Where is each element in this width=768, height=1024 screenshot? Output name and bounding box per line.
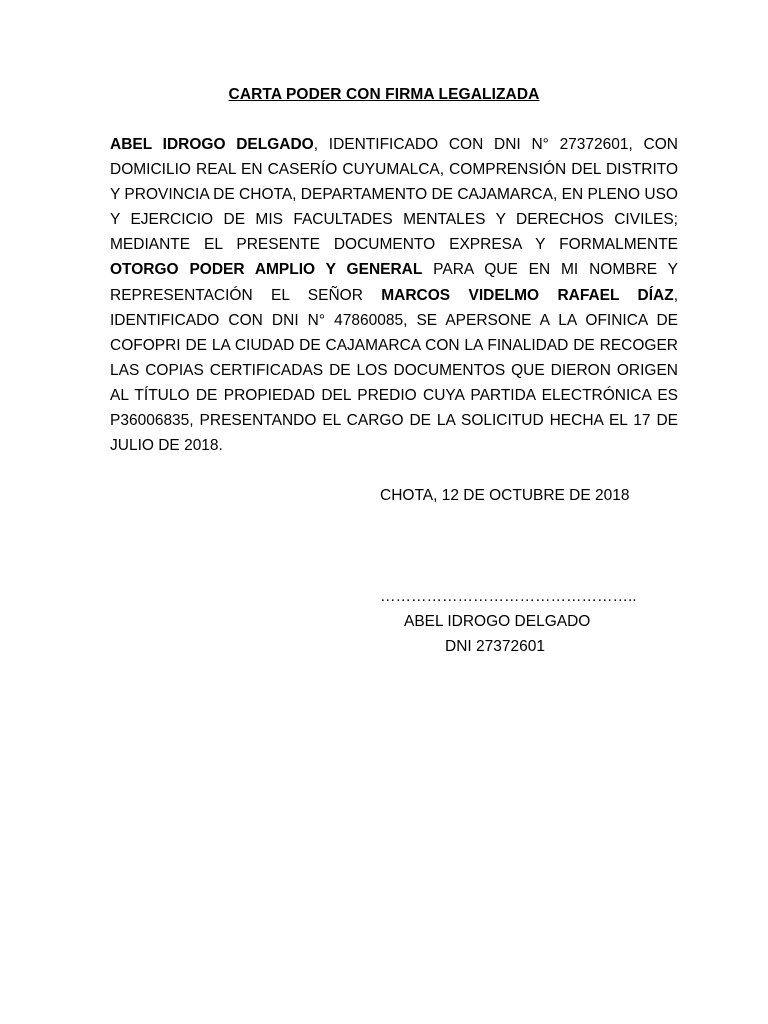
place-and-date: CHOTA, 12 DE OCTUBRE DE 2018 <box>380 487 630 504</box>
signer-dni: DNI 27372601 <box>445 638 545 655</box>
body-text-part-3: , IDENTIFICADO CON DNI N° 47860085, SE APERSONE A LA OFINICA DE COFOPRI DE LA CIUDAD DE CAJAMARCA CON LA FINALIDAD DE RECOGER LAS COPIAS CERTIFICADAS DE LOS DOCUMENTOS QUE DIERON ORIGEN AL TÍTULO DE PROPIEDAD DEL PREDIO CUYA PARTIDA ELECTRÓNICA ES P36006835, PRESENTANDO EL CARGO DE LA SOLICITUD HECHA EL 17 DE JULIO DE 2018. <box>110 286 678 455</box>
body-text-part-2: PARA QUE EN MI NOMBRE Y REPRESENTACIÓN EL SEÑOR <box>110 261 678 304</box>
signature-line: ………………………………………….. <box>380 588 637 605</box>
document-title: CARTA PODER CON FIRMA LEGALIZADA <box>228 86 540 103</box>
attorney-name: MARCOS VIDELMO RAFAEL DÍAZ <box>381 286 674 304</box>
signer-name: ABEL IDROGO DELGADO <box>404 613 591 630</box>
grantor-name: ABEL IDROGO DELGADO <box>110 136 314 153</box>
body-text-part-1: , IDENTIFICADO CON DNI N° 27372601, CON DOMICILIO REAL EN CASERÍO CUYUMALCA, COMPRENSIÓN DEL DISTRITO Y PROVINCIA DE CHOTA, DEPARTAMENTO DE CAJAMARCA, EN PLENO USO Y EJERCICIO DE MIS FACULTADES MENTALES Y DERECHOS CIVILES; MEDIANTE EL PRESENTE DOCUMENTO EXPRESA Y FORMALMENTE <box>110 136 679 254</box>
grant-statement: OTORGO PODER AMPLIO Y GENERAL <box>110 261 423 279</box>
body-paragraph <box>110 132 678 458</box>
